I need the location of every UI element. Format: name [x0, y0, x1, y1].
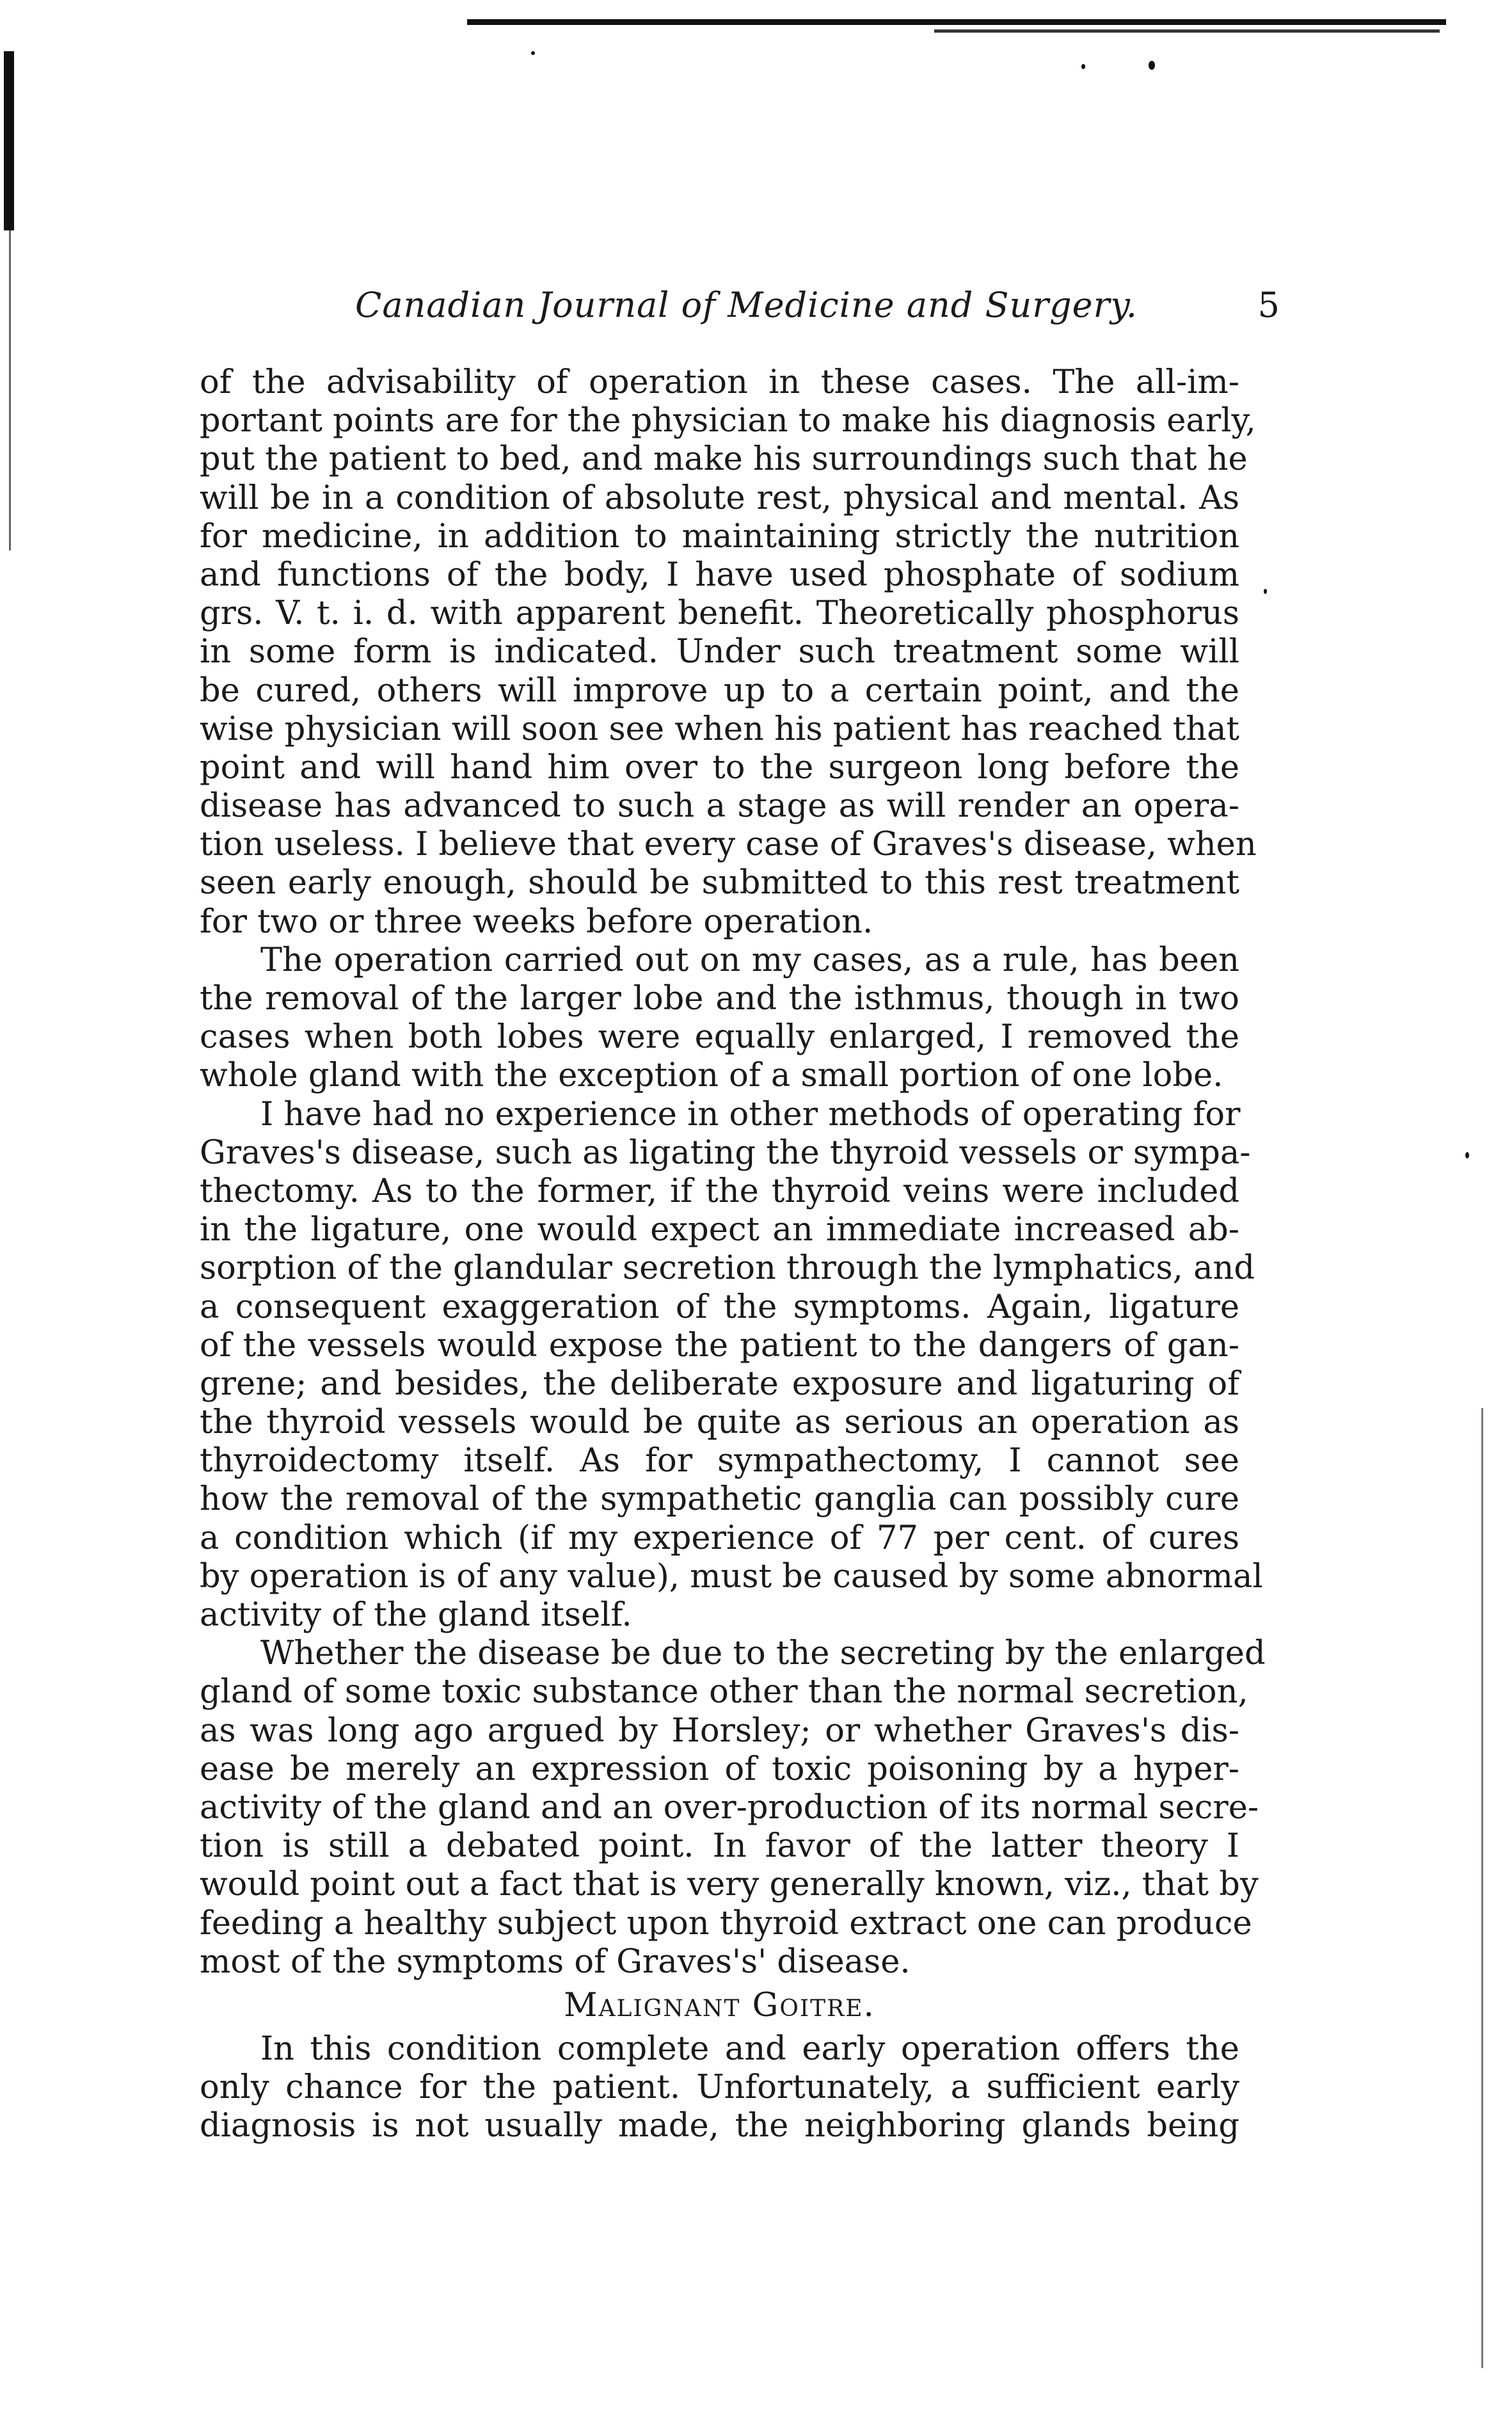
text-line: diagnosis is not usually made, the neighboring glands being — [200, 2107, 1239, 2145]
text-line: gland of some toxic substance other than the normal secretion, — [200, 1673, 1248, 1711]
text-line: ease be merely an expression of toxic poisoning by a hyper- — [200, 1750, 1239, 1788]
page-number: 5 — [1257, 285, 1280, 325]
running-header — [192, 285, 1280, 336]
scan-speck — [1149, 61, 1155, 70]
text-line: will be in a condition of absolute rest, physical and mental. As — [200, 479, 1239, 517]
scan-edge-right — [1481, 1408, 1483, 2368]
text-line: for two or three weeks before operation. — [200, 902, 873, 941]
scan-speck — [1465, 1152, 1469, 1158]
text-line: in the ligature, one would expect an immediate increased ab- — [200, 1211, 1239, 1249]
text-line: be cured, others will improve up to a certain point, and the — [200, 671, 1239, 710]
text-line: whole gland with the exception of a small portion of one lobe. — [200, 1057, 1223, 1095]
scan-edge-left — [4, 51, 14, 230]
text-line: a condition which (if my experience of 77 per cent. of cures — [200, 1519, 1239, 1557]
text-line: point and will hand him over to the surgeon long before the — [200, 748, 1239, 787]
text-line: portant points are for the physician to make his diagnosis early, — [200, 402, 1256, 440]
text-line: of the vessels would expose the patient to the dangers of gan- — [200, 1326, 1239, 1365]
scan-edge-left-thin — [9, 230, 11, 550]
text-line: by operation is of any value), must be caused by some abnormal — [200, 1557, 1263, 1596]
text-line: feeding a healthy subject upon thyroid extract one can produce — [200, 1904, 1252, 1942]
text-line: thectomy. As to the former, if the thyroid veins were included — [200, 1172, 1239, 1210]
text-line: the thyroid vessels would be quite as serious an operation as — [200, 1404, 1239, 1442]
text-line: a consequent exaggeration of the symptoms. Again, ligature — [200, 1288, 1239, 1326]
text-line: how the removal of the sympathetic ganglia can possibly cure — [200, 1480, 1239, 1519]
text-line: for medicine, in addition to maintaining strictly the nutrition — [200, 517, 1239, 556]
text-line: as was long ago argued by Horsley; or whether Graves's dis- — [200, 1711, 1239, 1750]
scan-speck — [1264, 589, 1267, 594]
text-line: tion is still a debated point. In favor of the latter theory I — [200, 1827, 1239, 1866]
text-line: cases when both lobes were equally enlarged, I removed the — [200, 1018, 1239, 1057]
section-heading: Malignant Goitre. — [564, 1986, 875, 2024]
text-line: grene; and besides, the deliberate exposure and ligaturing of — [200, 1365, 1239, 1403]
text-line: Graves's disease, such as ligating the thyroid vessels or sympa- — [200, 1133, 1251, 1172]
text-line: only chance for the patient. Unfortunately, a sufficient early — [200, 2069, 1239, 2107]
article-body — [200, 364, 1266, 2146]
text-line: The operation carried out on my cases, as a rule, has been — [260, 941, 1239, 979]
text-line: wise physician will soon see when his patient has reached that — [200, 710, 1239, 748]
text-line: of the advisability of operation in these cases. The all-im- — [200, 364, 1239, 401]
text-line: I have had no experience in other methods of operating for — [260, 1095, 1241, 1133]
text-line: tion useless. I believe that every case of Graves's disease, when — [200, 826, 1257, 864]
scan-border-top — [467, 19, 1446, 25]
text-line: disease has advanced to such a stage as will render an opera- — [200, 787, 1239, 826]
text-line: activity of the gland and an over-production of its normal secre- — [200, 1788, 1259, 1827]
text-line: put the patient to bed, and make his surroundings such that he — [200, 440, 1248, 479]
scan-speck — [531, 51, 535, 55]
journal-title: Canadian Journal of Medicine and Surgery. — [355, 285, 1138, 325]
text-line: sorption of the glandular secretion through the lymphatics, and — [200, 1249, 1255, 1288]
text-line: the removal of the larger lobe and the isthmus, though in two — [200, 980, 1239, 1018]
text-line: In this condition complete and early operation offers the — [260, 2030, 1239, 2069]
text-line: and functions of the body, I have used phosphate of sodium — [200, 556, 1239, 594]
text-line: seen early enough, should be submitted to this rest treatment — [200, 864, 1239, 902]
text-line: grs. V. t. i. d. with apparent benefit. Theoretically phosphorus — [200, 595, 1239, 633]
text-line: activity of the gland itself. — [200, 1596, 632, 1634]
text-line: in some form is indicated. Under such treatment some will — [200, 633, 1239, 671]
text-line: would point out a fact that is very generally known, viz., that by — [200, 1866, 1259, 1904]
text-line: most of the symptoms of Graves's' disease. — [200, 1942, 911, 1981]
text-line: thyroidectomy itself. As for sympathectomy, I cannot see — [200, 1442, 1239, 1480]
text-line: Whether the disease be due to the secreting by the enlarged — [260, 1635, 1266, 1673]
scan-speck — [1081, 64, 1085, 69]
scan-border-top-secondary — [934, 29, 1440, 33]
